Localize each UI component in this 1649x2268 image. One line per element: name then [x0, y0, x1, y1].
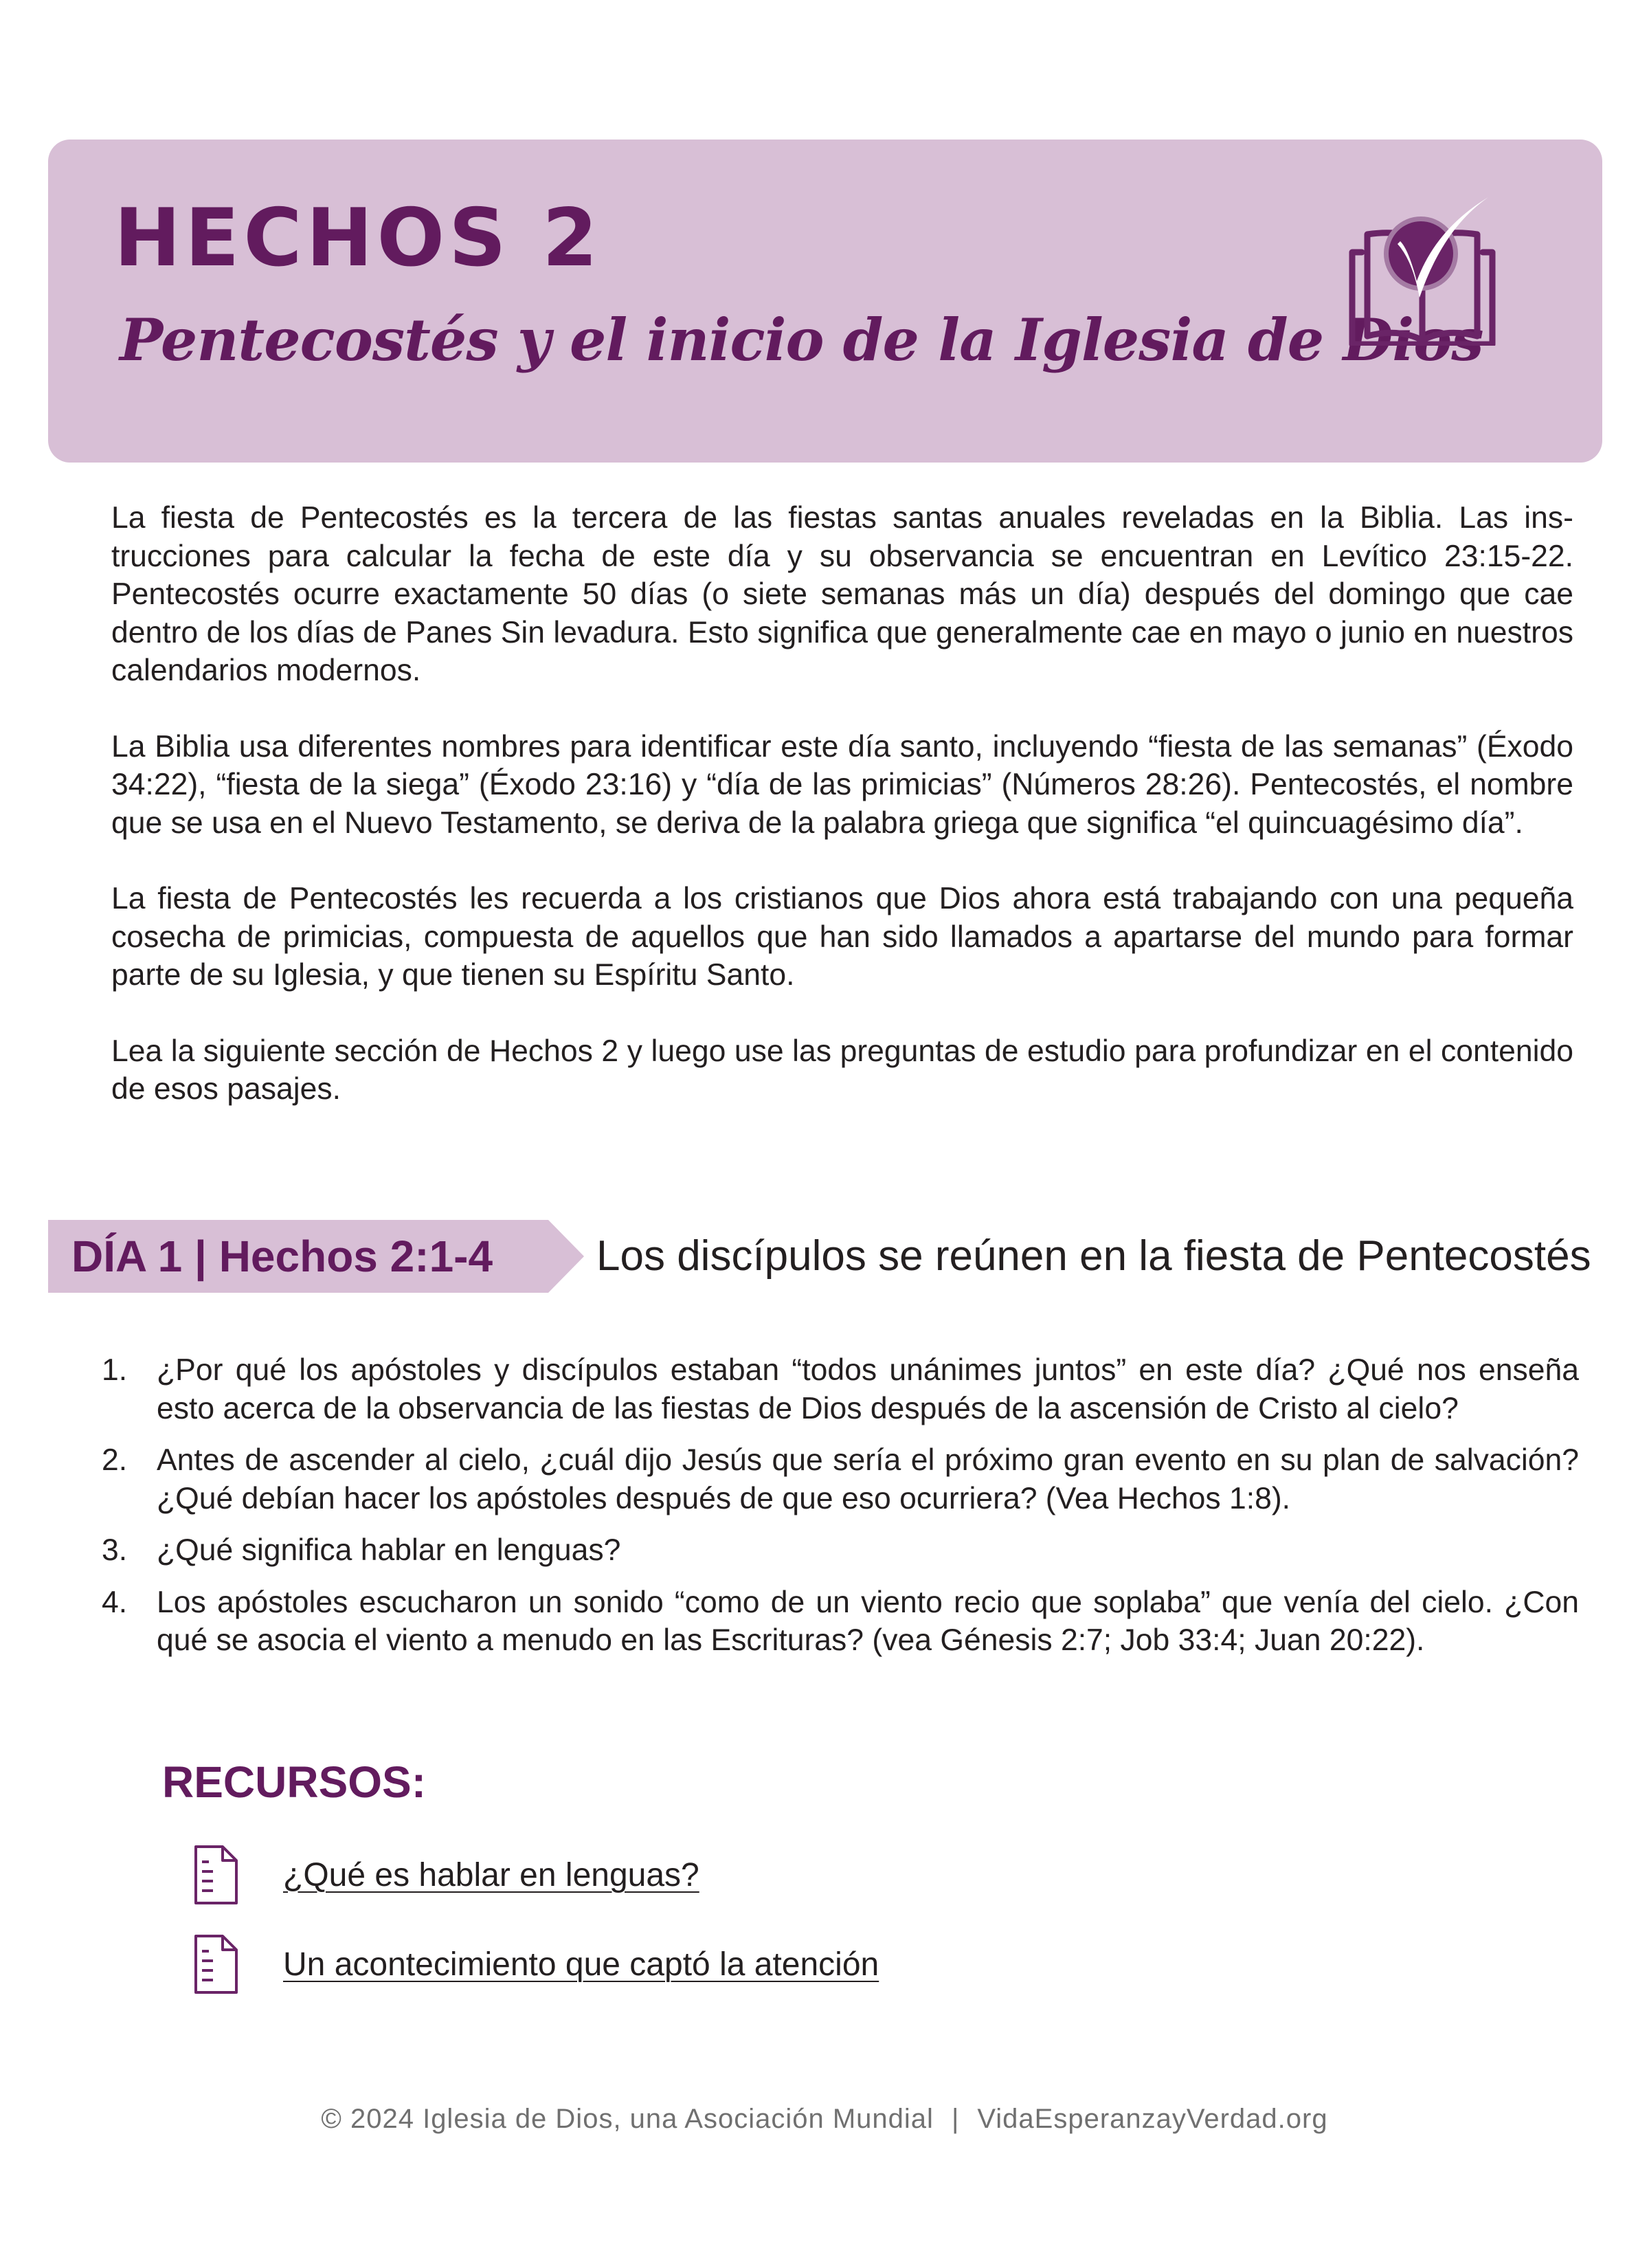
question-item [102, 1441, 1579, 1517]
question-item [102, 1351, 1579, 1427]
day-title: Los discípulos se reúnen en la fiesta de Pentecostés [596, 1232, 1591, 1280]
resource-link[interactable]: ¿Qué es hablar en lenguas? [283, 1856, 699, 1893]
website-text: VidaEsperanzayVerdad.org [977, 2104, 1328, 2134]
question-item [102, 1531, 1579, 1570]
document-icon [192, 1933, 240, 1995]
page-subtitle: Pentecostés y el inicio de la Iglesia de Dios [120, 306, 1483, 374]
book-check-icon [1340, 194, 1505, 346]
page-title: HECHOS 2 [114, 192, 602, 285]
intro-section [111, 499, 1573, 1146]
intro-paragraph: La fiesta de Pentecostés les recuerda a los cristianos que Dios ahora está trabajando con una pequeña cosecha de primicias, compuesta de aquellos que han sido llamados a apartarse del mundo para formar parte de su Iglesia, y que tienen su Espíritu Santo. [111, 882, 1573, 992]
intro-paragraph: La fiesta de Pentecostés es la tercera de las fiestas santas anuales reveladas en la Biblia. Las instrucciones para calcular la fecha de este día y su observancia se encuentran en Levítico 23:15-22. Pentecostés ocurre exactamente 50 días (o siete semanas más un día) después del domingo que cae dentro de los días de Panes Sin levadura. Esto significa que generalmente cae en mayo o junio en nuestros calendarios modernos. [111, 501, 1573, 687]
resource-link-item[interactable] [192, 1844, 699, 1906]
question-text: ¿Qué significa hablar en lenguas? [157, 1533, 621, 1567]
question-number: 2. [102, 1443, 128, 1477]
resource-link-item[interactable] [192, 1933, 879, 1995]
question-text: Los apóstoles escucharon un sonido “como de un viento recio que soplaba” que venía del cielo. ¿Con qué se asocia el viento a menudo en las Escrituras? (vea Génesis 2:7; Job 33:4; Juan 20:22). [157, 1585, 1579, 1657]
study-questions [102, 1351, 1579, 1674]
day-banner [48, 1220, 584, 1293]
intro-paragraph: La Biblia usa diferentes nombres para identificar este día santo, incluyendo “fiesta de las semanas” (Éxodo 34:22), “fiesta de la siega” (Éxodo 23:16) y “día de las primicias” (Números 28:26). Pentecostés, el nombre que se usa en el Nuevo Testamento, se deriva de la palabra griega que significa “el quincuagésimo día”. [111, 729, 1573, 840]
question-number: 3. [102, 1533, 128, 1567]
question-text: Antes de ascender al cielo, ¿cuál dijo Jesús que sería el próximo gran evento en su plan de salvación? ¿Qué debían hacer los apóstoles después de que eso ocurriera? (Vea Hechos 1:8). [157, 1443, 1579, 1515]
intro-paragraph: Lea la siguiente sección de Hechos 2 y luego use las preguntas de estudio para profundizar en el contenido de esos pasajes. [111, 1034, 1573, 1106]
resource-link[interactable]: Un acontecimiento que captó la atención [283, 1946, 879, 1983]
day-label: DÍA 1 | Hechos 2:1-4 [71, 1232, 493, 1281]
question-number: 4. [102, 1585, 128, 1619]
footer-separator: | [951, 2104, 960, 2134]
question-item [102, 1583, 1579, 1660]
document-icon [192, 1844, 240, 1906]
question-text: ¿Por qué los apóstoles y discípulos estaban “todos unánimes juntos” en este día? ¿Qué nos enseña esto acerca de la observancia de las fiestas de Dios después de la ascensión de Cristo al cielo? [157, 1353, 1579, 1425]
question-number: 1. [102, 1353, 128, 1387]
copyright-text: © 2024 Iglesia de Dios, una Asociación Mundial [321, 2104, 934, 2134]
footer [0, 2102, 1649, 2136]
header-banner [48, 140, 1602, 463]
resources-heading: RECURSOS: [162, 1757, 427, 1807]
